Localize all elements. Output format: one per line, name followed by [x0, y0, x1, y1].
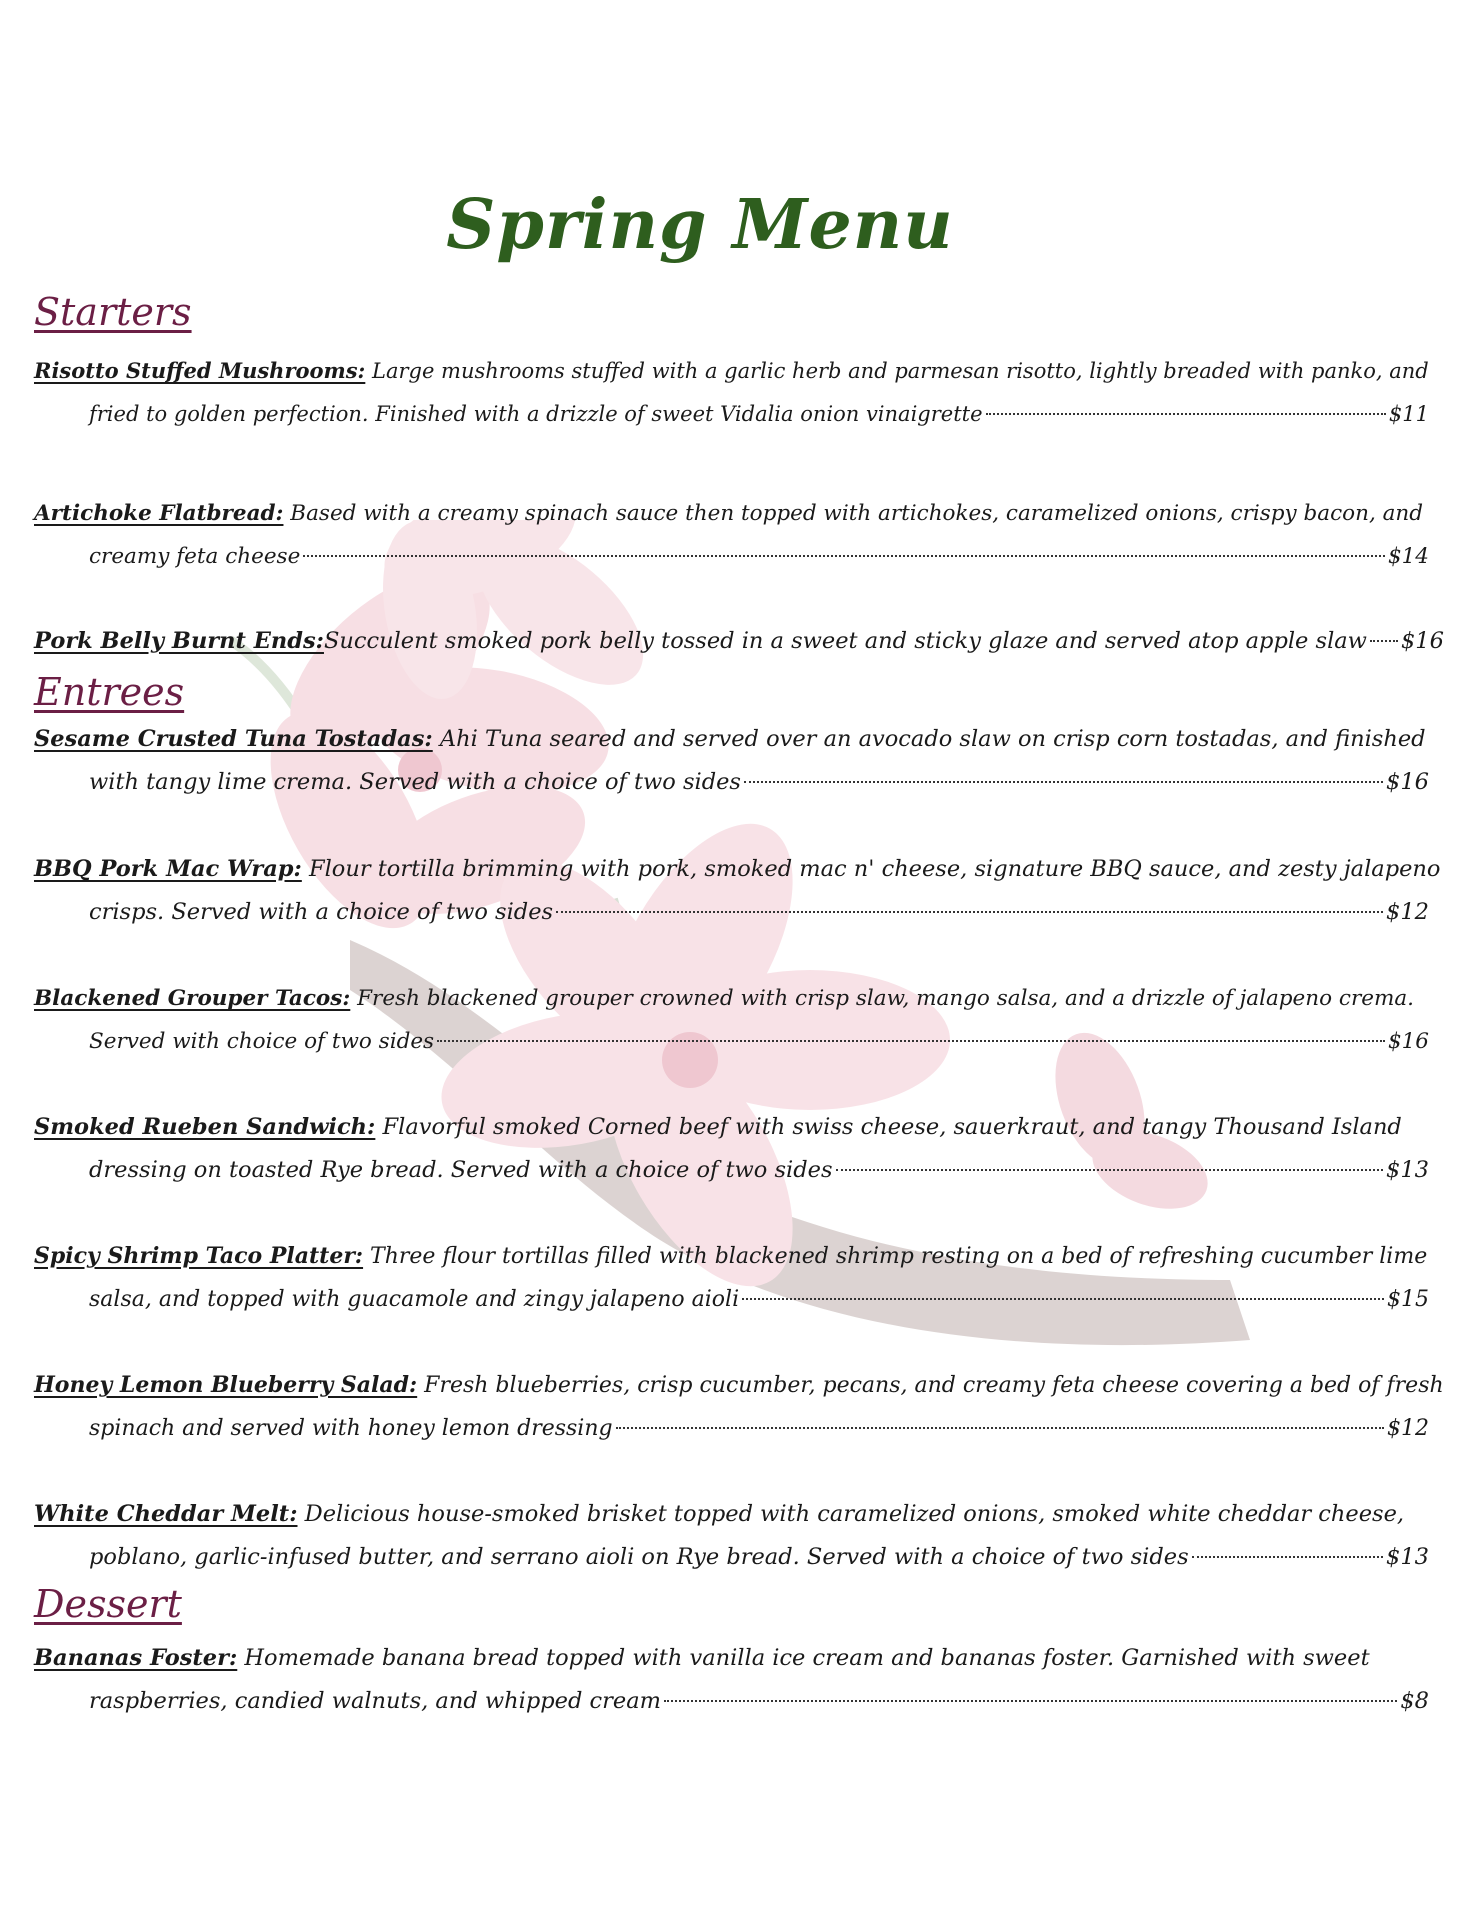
dot-leader: [742, 1298, 1384, 1300]
item-name: Sesame Crusted Tuna Tostadas:: [34, 726, 433, 752]
item-description: Fresh blackened grouper crowned with crisp slaw, mango salsa, and a drizzle of jalapeno crema.: [350, 986, 1414, 1011]
item-price: $13: [1386, 1157, 1429, 1183]
dot-leader: [1192, 1556, 1383, 1558]
section-heading-entrees: Entrees: [34, 670, 185, 714]
menu-item-pork-belly-burnt-ends: [34, 620, 1444, 663]
dot-leader: [303, 555, 1385, 557]
item-name: Bananas Foster:: [34, 1645, 238, 1671]
menu-item-smoked-rueben-sandwich: [34, 1106, 1439, 1192]
item-description-cont: spinach and served with honey lemon dressing: [89, 1416, 613, 1441]
item-name: Blackened Grouper Tacos:: [34, 986, 351, 1011]
item-name: Smoked Rueben Sandwich:: [34, 1114, 376, 1140]
item-price: $14: [1387, 544, 1429, 569]
dot-leader: [556, 911, 1383, 913]
item-name: Artichoke Flatbread:: [34, 501, 284, 526]
item-description-cont: Served with choice of two sides: [89, 1029, 435, 1054]
item-price: $16: [1387, 1029, 1429, 1054]
menu-item-bananas-foster: [34, 1637, 1439, 1723]
dot-leader: [437, 1040, 1385, 1042]
item-description: Delicious house-smoked brisket topped with caramelized onions, smoked white cheddar cheese,: [297, 1501, 1405, 1527]
item-description: Flour tortilla brimming with pork, smoked mac n' cheese, signature BBQ sauce, and zesty jalapeno: [301, 856, 1441, 882]
menu-item-artichoke-flatbread: [34, 492, 1439, 578]
item-price: $15: [1387, 1287, 1429, 1312]
item-name: BBQ Pork Mac Wrap:: [34, 856, 302, 882]
dot-leader: [744, 781, 1383, 783]
item-description: Ahi Tuna seared and served over an avocado slaw on crisp corn tostadas, and finished: [432, 726, 1426, 752]
item-description-cont: salsa, and topped with guacamole and zingy jalapeno aioli: [89, 1287, 740, 1312]
section-heading-starters: Starters: [34, 290, 192, 334]
dot-leader: [836, 1169, 1384, 1171]
item-price: $12: [1387, 1416, 1429, 1441]
menu-item-risotto-stuffed-mushrooms: [34, 349, 1439, 436]
menu-item-sesame-crusted-tuna-tostadas: [34, 718, 1439, 804]
item-description: Flavorful smoked Corned beef with swiss cheese, sauerkraut, and tangy Thousand Island: [375, 1114, 1402, 1140]
item-price: $16: [1400, 628, 1444, 654]
item-name: Risotto Stuffed Mushrooms:: [34, 358, 366, 383]
item-description: Based with a creamy spinach sauce then topped with artichokes, caramelized onions, crispy bacon, and: [283, 501, 1424, 526]
item-description-cont: raspberries, candied walnuts, and whipped cream: [89, 1688, 661, 1714]
item-price: $16: [1386, 769, 1429, 795]
menu-title: Spring Menu: [446, 185, 954, 265]
item-price: $11: [1388, 402, 1429, 426]
item-name: Spicy Shrimp Taco Platter:: [34, 1243, 364, 1269]
item-name: Honey Lemon Blueberry Salad:: [34, 1372, 418, 1398]
item-price: $12: [1386, 899, 1429, 925]
item-description-cont: creamy feta cheese: [89, 544, 301, 569]
dot-leader: [664, 1700, 1397, 1702]
item-description-cont: fried to golden perfection. Finished with a drizzle of sweet Vidalia onion vinaigrette: [89, 402, 983, 426]
item-description-cont: dressing on toasted Rye bread. Served with a choice of two sides: [89, 1157, 833, 1183]
item-description: Three flour tortillas filled with blackened shrimp resting on a bed of refreshing cucumber lime: [363, 1244, 1428, 1269]
menu-item-white-cheddar-melt: [34, 1493, 1439, 1579]
item-description: Succulent smoked pork belly tossed in a sweet and sticky glaze and served atop apple slaw: [323, 628, 1367, 654]
item-name: Pork Belly Burnt Ends:: [34, 628, 324, 654]
dot-leader: [1370, 640, 1398, 642]
item-description: Large mushrooms stuffed with a garlic herb and parmesan risotto, lightly breaded with panko, and: [365, 359, 1429, 383]
item-description-cont: poblano, garlic-infused butter, and serrano aioli on Rye bread. Served with a choice of two sides: [89, 1544, 1189, 1570]
menu-item-blackened-grouper-tacos: [34, 977, 1439, 1063]
item-description: Homemade banana bread topped with vanilla ice cream and bananas foster. Garnished with sweet: [237, 1645, 1370, 1671]
section-heading-dessert: Dessert: [34, 1582, 182, 1626]
dot-leader: [986, 413, 1386, 415]
item-description-cont: with tangy lime crema. Served with a choice of two sides: [89, 769, 741, 795]
item-description-cont: crisps. Served with a choice of two sides: [89, 899, 554, 925]
menu-item-spicy-shrimp-taco-platter: [34, 1235, 1439, 1321]
menu-item-bbq-pork-mac-wrap: [34, 848, 1439, 934]
item-name: White Cheddar Melt:: [34, 1501, 298, 1527]
item-description: Fresh blueberries, crisp cucumber, pecans, and creamy feta cheese covering a bed of fresh: [417, 1373, 1444, 1398]
dot-leader: [616, 1427, 1384, 1429]
item-price: $8: [1400, 1688, 1429, 1714]
item-price: $13: [1386, 1544, 1429, 1570]
menu-item-honey-lemon-blueberry-salad: [34, 1364, 1444, 1450]
